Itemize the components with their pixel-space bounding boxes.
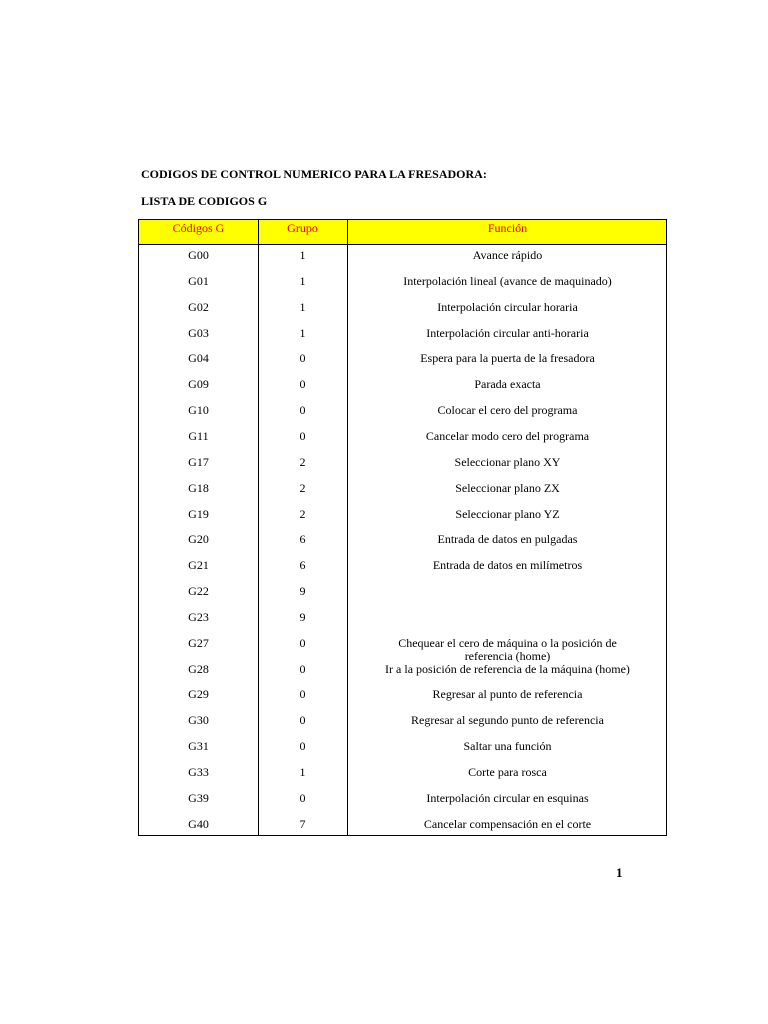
group-cell: 0: [299, 790, 306, 805]
function-cell: Entrada de datos en milímetros: [432, 558, 583, 573]
document-subtitle: LISTA DE CODIGOS G: [141, 194, 268, 208]
table-row: [139, 249, 666, 275]
code-cell: G00: [188, 248, 209, 262]
code-cell: G17: [188, 454, 209, 469]
group-cell: 1: [299, 765, 306, 779]
function-cell: Cancelar compensación en el corte: [423, 816, 592, 831]
function-cell: Avance rápido: [472, 248, 543, 262]
code-cell: G27: [188, 635, 209, 650]
table-row: [139, 611, 666, 637]
table-row: [139, 818, 666, 844]
function-cell: Colocar el cero del programa: [437, 403, 578, 418]
table-row: [139, 559, 666, 585]
code-cell: G40: [188, 816, 209, 831]
code-cell: G33: [188, 765, 209, 779]
table-row: [139, 301, 666, 327]
table-header-row: [139, 220, 666, 245]
group-cell: 0: [299, 351, 306, 366]
group-cell: 1: [299, 273, 306, 288]
table-row: [139, 275, 666, 301]
page-number: 1: [616, 865, 623, 880]
group-cell: 1: [299, 325, 306, 340]
group-cell: 0: [299, 713, 306, 728]
header-grupo: Grupo: [287, 221, 318, 235]
table-row: [139, 688, 666, 714]
group-cell: 2: [299, 454, 306, 469]
group-cell: 6: [299, 532, 306, 547]
table-row: [139, 404, 666, 430]
table-row: [139, 456, 666, 482]
group-cell: 0: [299, 661, 306, 676]
function-cell: Interpolación circular en esquinas: [426, 790, 589, 805]
function-cell: Saltar una función: [463, 739, 552, 754]
group-cell: 0: [299, 635, 306, 650]
group-cell: 1: [299, 248, 306, 262]
function-cell: Interpolación circular anti-horaria: [426, 325, 589, 340]
code-cell: G04: [188, 351, 209, 366]
code-cell: G30: [188, 713, 209, 728]
function-cell: Regresar al punto de referencia: [432, 687, 583, 702]
function-cell: Espera para la puerta de la fresadora: [420, 351, 595, 366]
table-row: [139, 508, 666, 534]
table-row: [139, 352, 666, 378]
table-row: [139, 585, 666, 611]
code-cell: G31: [188, 739, 209, 754]
code-cell: G18: [188, 480, 209, 495]
function-cell: Seleccionar plano XY: [454, 454, 561, 469]
code-cell: G29: [188, 687, 209, 702]
group-cell: 9: [299, 584, 306, 599]
function-cell: Seleccionar plano YZ: [455, 506, 560, 521]
function-cell: Parada exacta: [474, 377, 541, 392]
group-cell: 0: [299, 428, 306, 443]
table-row: [139, 792, 666, 818]
function-cell: Interpolación lineal (avance de maquinado): [403, 273, 612, 288]
group-cell: 7: [299, 816, 306, 831]
header-codigos-g: Códigos G: [172, 221, 225, 235]
table-row: [139, 430, 666, 456]
table-row: [139, 327, 666, 353]
group-cell: 2: [299, 480, 306, 495]
table-row: [139, 766, 666, 792]
group-cell: 0: [299, 377, 306, 392]
table-row: [139, 740, 666, 766]
function-cell: Ir a la posición de referencia de la máquina (home): [385, 661, 630, 676]
table-row: [139, 533, 666, 559]
code-cell: G09: [188, 377, 209, 392]
function-cell: Cancelar modo cero del programa: [425, 428, 590, 443]
function-cell: Chequear el cero de máquina o la posición de referencia (home): [398, 635, 617, 663]
g-codes-table: [138, 219, 667, 836]
document-title: CODIGOS DE CONTROL NUMERICO PARA LA FRESADORA:: [141, 167, 487, 181]
code-cell: G19: [188, 506, 209, 521]
code-cell: G28: [188, 661, 209, 676]
code-cell: G11: [188, 428, 209, 443]
function-cell: Seleccionar plano ZX: [455, 480, 560, 495]
function-cell: Interpolación circular horaria: [437, 299, 578, 314]
code-cell: G22: [188, 584, 209, 599]
header-funcion: Función: [487, 221, 528, 235]
function-cell: Regresar al segundo punto de referencia: [411, 713, 604, 728]
table-row: [139, 714, 666, 740]
group-cell: 1: [299, 299, 306, 314]
code-cell: G10: [188, 403, 209, 418]
group-cell: 0: [299, 739, 306, 754]
group-cell: 0: [299, 687, 306, 702]
code-cell: G01: [188, 273, 209, 288]
group-cell: 9: [299, 609, 306, 624]
table-row: [139, 378, 666, 404]
code-cell: G21: [188, 558, 209, 573]
table-row: [139, 637, 666, 663]
group-cell: 2: [299, 506, 306, 521]
group-cell: 0: [299, 403, 306, 418]
table-row: [139, 663, 666, 689]
code-cell: G20: [188, 532, 209, 547]
group-cell: 6: [299, 558, 306, 573]
code-cell: G39: [188, 790, 209, 805]
function-cell: Corte para rosca: [468, 765, 547, 779]
function-cell: Entrada de datos en pulgadas: [437, 532, 578, 547]
code-cell: G03: [188, 325, 209, 340]
code-cell: G02: [188, 299, 209, 314]
table-row: [139, 482, 666, 508]
code-cell: G23: [188, 609, 209, 624]
